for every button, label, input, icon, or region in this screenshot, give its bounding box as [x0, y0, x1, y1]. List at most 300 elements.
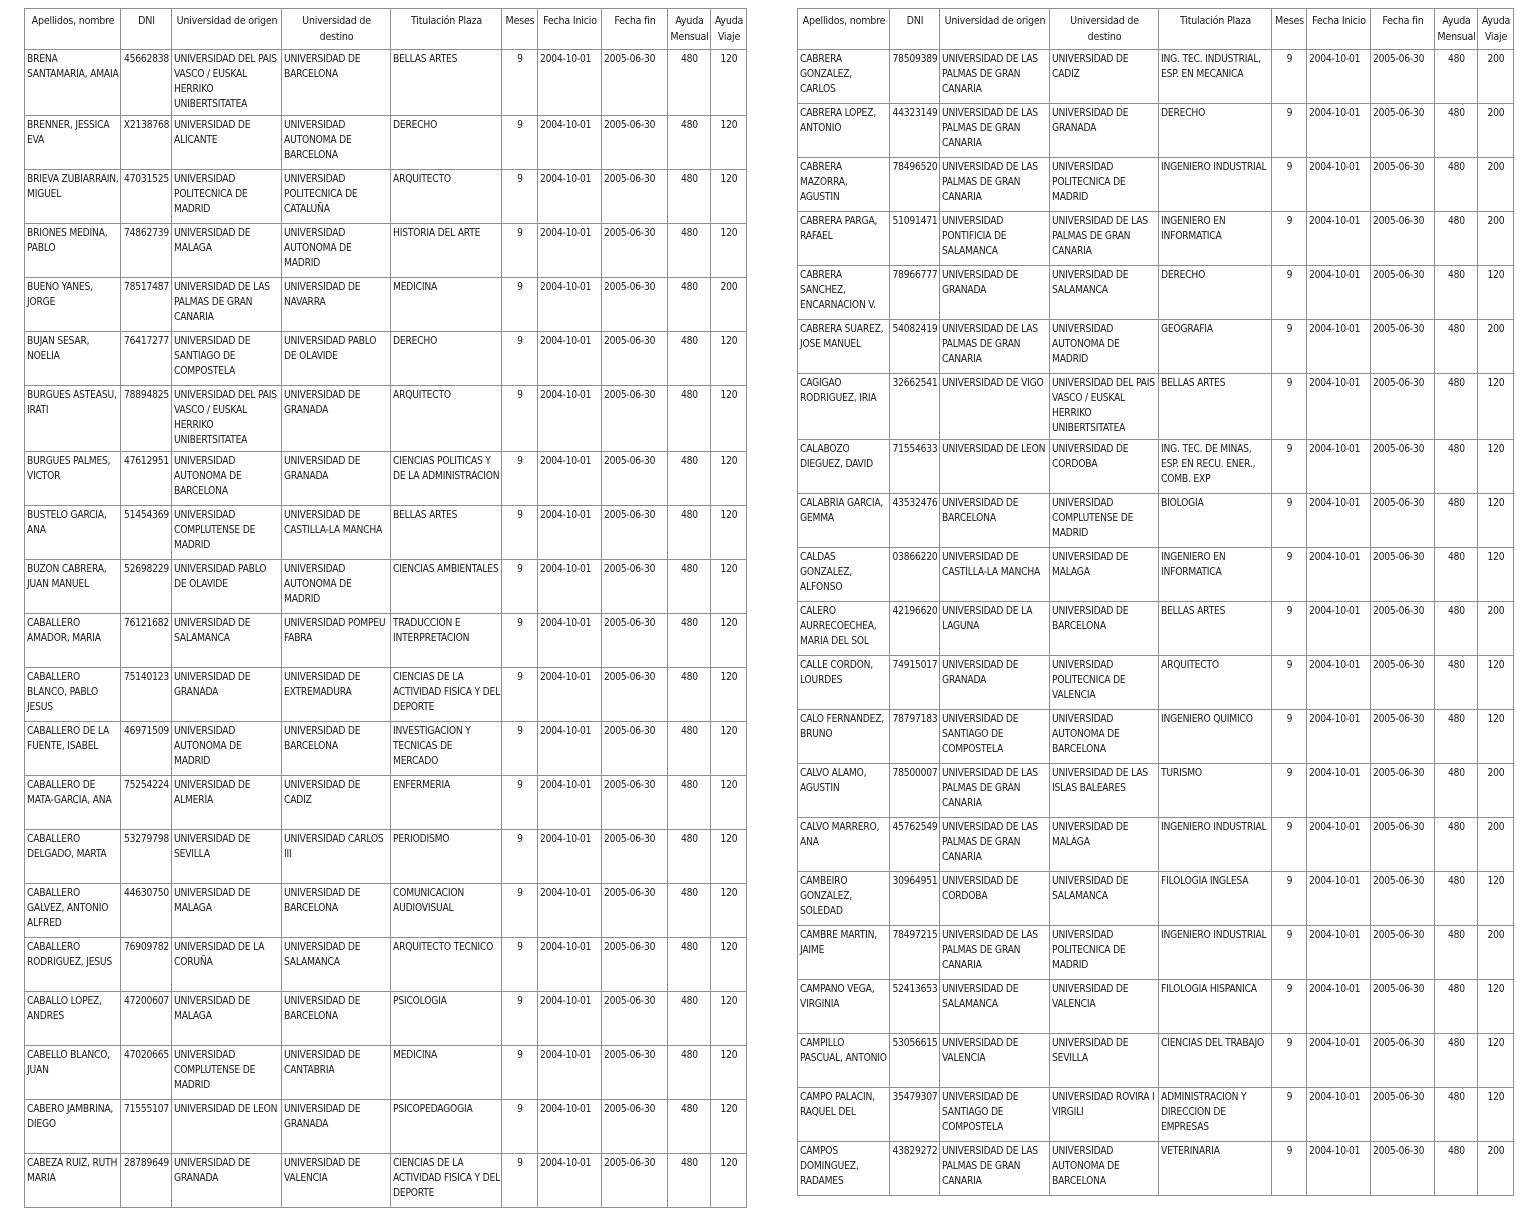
cell-start-date: 2004-10-01: [538, 332, 602, 386]
table-row: [798, 710, 1514, 764]
cell-travel-aid: 120: [711, 332, 747, 386]
cell-monthly-aid: 480: [1435, 374, 1478, 440]
cell-months: 9: [502, 50, 538, 116]
header-origin-university: Universidad de origen: [172, 9, 282, 50]
cell-travel-aid: 200: [1478, 1142, 1514, 1196]
cell-monthly-aid: 480: [1435, 320, 1478, 374]
cell-travel-aid: 120: [711, 116, 747, 170]
cell-name: CABALLERO DE LA FUENTE, ISABEL: [25, 722, 121, 776]
cell-end-date: 2005-06-30: [1371, 158, 1435, 212]
cell-monthly-aid: 480: [668, 1046, 711, 1100]
cell-months: 9: [502, 278, 538, 332]
table-row: [798, 1088, 1514, 1142]
cell-name: CABALLERO DELGADO, MARTA: [25, 830, 121, 884]
cell-degree: FILOLOGIA INGLESA: [1159, 872, 1272, 926]
cell-end-date: 2005-06-30: [602, 722, 668, 776]
cell-degree: ING. TEC. DE MINAS, ESP. EN RECU. ENER., COMB. EXP: [1159, 440, 1272, 494]
cell-dni: 45662838: [121, 50, 172, 116]
cell-degree: INGENIERO QUIMICO: [1159, 710, 1272, 764]
cell-degree: PERIODISMO: [391, 830, 502, 884]
cell-monthly-aid: 480: [668, 452, 711, 506]
cell-start-date: 2004-10-01: [1307, 374, 1371, 440]
cell-months: 9: [1272, 926, 1307, 980]
cell-months: 9: [502, 1046, 538, 1100]
cell-monthly-aid: 480: [1435, 872, 1478, 926]
cell-months: 9: [1272, 1034, 1307, 1088]
cell-destination-university: UNIVERSIDAD DE SEVILLA: [1050, 1034, 1159, 1088]
cell-end-date: 2005-06-30: [1371, 764, 1435, 818]
cell-start-date: 2004-10-01: [538, 722, 602, 776]
table-row: [25, 992, 747, 1046]
cell-name: CABRERA LOPEZ, ANTONIO: [798, 104, 890, 158]
cell-name: CABRERA GONZALEZ, CARLOS: [798, 50, 890, 104]
cell-months: 9: [502, 884, 538, 938]
table-row: [798, 1034, 1514, 1088]
cell-origin-university: UNIVERSIDAD DE LAS PALMAS DE GRAN CANARIA: [940, 1142, 1050, 1196]
cell-travel-aid: 200: [1478, 320, 1514, 374]
cell-origin-university: UNIVERSIDAD DE VIGO: [940, 374, 1050, 440]
cell-months: 9: [502, 722, 538, 776]
cell-destination-university: UNIVERSIDAD POLITECNICA DE CATALUÑA: [282, 170, 391, 224]
cell-travel-aid: 120: [1478, 1034, 1514, 1088]
grants-table-left: [24, 8, 747, 1208]
cell-start-date: 2004-10-01: [538, 992, 602, 1046]
cell-dni: 78966777: [890, 266, 940, 320]
header-start-date: Fecha Inicio: [1307, 9, 1371, 50]
cell-dni: 35479307: [890, 1088, 940, 1142]
cell-destination-university: UNIVERSIDAD DE GRANADA: [282, 1100, 391, 1154]
cell-monthly-aid: 480: [668, 506, 711, 560]
cell-origin-university: UNIVERSIDAD DE LAS PALMAS DE GRAN CANARIA: [940, 50, 1050, 104]
cell-start-date: 2004-10-01: [538, 884, 602, 938]
cell-destination-university: UNIVERSIDAD DE VALENCIA: [1050, 980, 1159, 1034]
cell-name: BUZON CABRERA, JUAN MANUEL: [25, 560, 121, 614]
header-degree: Titulación Plaza: [1159, 9, 1272, 50]
cell-start-date: 2004-10-01: [1307, 980, 1371, 1034]
cell-degree: TURISMO: [1159, 764, 1272, 818]
cell-destination-university: UNIVERSIDAD DE VALENCIA: [282, 1154, 391, 1208]
cell-name: CAMBRE MARTIN, JAIME: [798, 926, 890, 980]
cell-name: BRIEVA ZUBIARRAIN, MIGUEL: [25, 170, 121, 224]
cell-origin-university: UNIVERSIDAD DE GRANADA: [172, 668, 282, 722]
table-row: [25, 1154, 747, 1208]
cell-dni: 74915017: [890, 656, 940, 710]
cell-start-date: 2004-10-01: [538, 170, 602, 224]
cell-travel-aid: 120: [711, 722, 747, 776]
cell-travel-aid: 120: [711, 614, 747, 668]
table-row: [798, 872, 1514, 926]
cell-travel-aid: 200: [1478, 602, 1514, 656]
cell-degree: FILOLOGIA HISPANICA: [1159, 980, 1272, 1034]
cell-end-date: 2005-06-30: [602, 884, 668, 938]
cell-monthly-aid: 480: [668, 224, 711, 278]
cell-end-date: 2005-06-30: [602, 386, 668, 452]
cell-end-date: 2005-06-30: [1371, 1142, 1435, 1196]
cell-origin-university: UNIVERSIDAD DE LEON: [940, 440, 1050, 494]
cell-monthly-aid: 480: [1435, 212, 1478, 266]
cell-destination-university: UNIVERSIDAD COMPLUTENSE DE MADRID: [1050, 494, 1159, 548]
cell-degree: MEDICINA: [391, 1046, 502, 1100]
cell-name: CABRERA SUAREZ, JOSE MANUEL: [798, 320, 890, 374]
header-destination-university: Universidad de destino: [282, 9, 391, 50]
cell-end-date: 2005-06-30: [1371, 980, 1435, 1034]
cell-monthly-aid: 480: [1435, 1034, 1478, 1088]
header-row: [798, 9, 1514, 50]
header-travel-aid: Ayuda Viaje: [711, 9, 747, 50]
cell-destination-university: UNIVERSIDAD DE MALAGA: [1050, 818, 1159, 872]
cell-months: 9: [502, 116, 538, 170]
cell-name: CAMPILLO PASCUAL, ANTONIO: [798, 1034, 890, 1088]
table-row: [25, 506, 747, 560]
table-row: [25, 386, 747, 452]
cell-end-date: 2005-06-30: [1371, 926, 1435, 980]
cell-destination-university: UNIVERSIDAD ROVIRA I VIRGILI: [1050, 1088, 1159, 1142]
table-row: [25, 884, 747, 938]
cell-months: 9: [1272, 158, 1307, 212]
cell-origin-university: UNIVERSIDAD COMPLUTENSE DE MADRID: [172, 1046, 282, 1100]
cell-origin-university: UNIVERSIDAD AUTONOMA DE BARCELONA: [172, 452, 282, 506]
cell-dni: 44630750: [121, 884, 172, 938]
cell-start-date: 2004-10-01: [1307, 440, 1371, 494]
cell-months: 9: [1272, 50, 1307, 104]
cell-dni: 53279798: [121, 830, 172, 884]
cell-start-date: 2004-10-01: [538, 506, 602, 560]
cell-start-date: 2004-10-01: [538, 1046, 602, 1100]
cell-monthly-aid: 480: [1435, 980, 1478, 1034]
cell-destination-university: UNIVERSIDAD AUTONOMA DE BARCELONA: [1050, 1142, 1159, 1196]
cell-start-date: 2004-10-01: [1307, 602, 1371, 656]
table-row: [798, 104, 1514, 158]
cell-months: 9: [502, 386, 538, 452]
cell-name: CABRERA SANCHEZ, ENCARNACION V.: [798, 266, 890, 320]
cell-degree: VETERINARIA: [1159, 1142, 1272, 1196]
cell-degree: CIENCIAS DE LA ACTIVIDAD FISICA Y DEL DEPORTE: [391, 1154, 502, 1208]
cell-end-date: 2005-06-30: [602, 116, 668, 170]
cell-months: 9: [502, 776, 538, 830]
cell-travel-aid: 120: [1478, 872, 1514, 926]
cell-monthly-aid: 480: [668, 116, 711, 170]
cell-origin-university: UNIVERSIDAD PABLO DE OLAVIDE: [172, 560, 282, 614]
cell-name: CALABRIA GARCIA, GEMMA: [798, 494, 890, 548]
cell-degree: INGENIERO INDUSTRIAL: [1159, 158, 1272, 212]
cell-months: 9: [502, 830, 538, 884]
cell-name: CALLE CORDON, LOURDES: [798, 656, 890, 710]
cell-monthly-aid: 480: [1435, 1088, 1478, 1142]
cell-origin-university: UNIVERSIDAD AUTONOMA DE MADRID: [172, 722, 282, 776]
cell-months: 9: [1272, 764, 1307, 818]
cell-travel-aid: 120: [711, 1100, 747, 1154]
cell-start-date: 2004-10-01: [538, 278, 602, 332]
table-row: [25, 614, 747, 668]
cell-destination-university: UNIVERSIDAD DE GRANADA: [1050, 104, 1159, 158]
cell-degree: INGENIERO INDUSTRIAL: [1159, 926, 1272, 980]
cell-origin-university: UNIVERSIDAD DE SEVILLA: [172, 830, 282, 884]
cell-monthly-aid: 480: [1435, 440, 1478, 494]
table-row: [25, 332, 747, 386]
cell-dni: 78517487: [121, 278, 172, 332]
table-row: [25, 668, 747, 722]
cell-months: 9: [502, 560, 538, 614]
header-months: Meses: [502, 9, 538, 50]
cell-monthly-aid: 480: [668, 668, 711, 722]
header-end-date: Fecha fin: [602, 9, 668, 50]
cell-months: 9: [502, 332, 538, 386]
cell-destination-university: UNIVERSIDAD AUTONOMA DE MADRID: [1050, 320, 1159, 374]
cell-origin-university: UNIVERSIDAD DE LA LAGUNA: [940, 602, 1050, 656]
cell-name: CALVO ALAMO, AGUSTIN: [798, 764, 890, 818]
cell-origin-university: UNIVERSIDAD DE SANTIAGO DE COMPOSTELA: [172, 332, 282, 386]
cell-months: 9: [1272, 440, 1307, 494]
cell-end-date: 2005-06-30: [602, 1100, 668, 1154]
cell-name: BURGUES PALMES, VICTOR: [25, 452, 121, 506]
cell-dni: 47031525: [121, 170, 172, 224]
cell-degree: DERECHO: [391, 116, 502, 170]
cell-degree: INVESTIGACION Y TECNICAS DE MERCADO: [391, 722, 502, 776]
header-months: Meses: [1272, 9, 1307, 50]
cell-start-date: 2004-10-01: [538, 668, 602, 722]
table-row: [798, 320, 1514, 374]
cell-degree: BELLAS ARTES: [1159, 374, 1272, 440]
cell-name: CABALLERO GALVEZ, ANTONIO ALFRED: [25, 884, 121, 938]
cell-months: 9: [1272, 104, 1307, 158]
header-travel-aid: Ayuda Viaje: [1478, 9, 1514, 50]
cell-end-date: 2005-06-30: [1371, 440, 1435, 494]
cell-end-date: 2005-06-30: [1371, 548, 1435, 602]
cell-months: 9: [502, 992, 538, 1046]
cell-destination-university: UNIVERSIDAD POLITECNICA DE VALENCIA: [1050, 656, 1159, 710]
cell-monthly-aid: 480: [1435, 602, 1478, 656]
cell-name: BRENA SANTAMARIA, AMAIA: [25, 50, 121, 116]
cell-start-date: 2004-10-01: [1307, 548, 1371, 602]
table-row: [25, 278, 747, 332]
cell-start-date: 2004-10-01: [538, 386, 602, 452]
table-body: [25, 50, 747, 1208]
cell-start-date: 2004-10-01: [538, 50, 602, 116]
cell-end-date: 2005-06-30: [602, 1154, 668, 1208]
table-row: [798, 50, 1514, 104]
cell-end-date: 2005-06-30: [1371, 50, 1435, 104]
cell-origin-university: UNIVERSIDAD DE SALAMANCA: [172, 614, 282, 668]
cell-name: BRENNER, JESSICA EVA: [25, 116, 121, 170]
table-row: [25, 50, 747, 116]
cell-dni: 51454369: [121, 506, 172, 560]
cell-travel-aid: 120: [711, 1046, 747, 1100]
table-row: [798, 602, 1514, 656]
cell-travel-aid: 120: [711, 1154, 747, 1208]
cell-monthly-aid: 480: [668, 560, 711, 614]
table-row: [25, 170, 747, 224]
cell-end-date: 2005-06-30: [602, 50, 668, 116]
cell-destination-university: UNIVERSIDAD AUTONOMA DE BARCELONA: [282, 116, 391, 170]
cell-destination-university: UNIVERSIDAD DE MALAGA: [1050, 548, 1159, 602]
cell-months: 9: [1272, 1088, 1307, 1142]
table-row: [25, 116, 747, 170]
cell-destination-university: UNIVERSIDAD DE GRANADA: [282, 386, 391, 452]
cell-monthly-aid: 480: [1435, 494, 1478, 548]
cell-monthly-aid: 480: [1435, 764, 1478, 818]
cell-dni: 03866220: [890, 548, 940, 602]
cell-travel-aid: 120: [1478, 374, 1514, 440]
cell-travel-aid: 200: [1478, 818, 1514, 872]
cell-start-date: 2004-10-01: [538, 560, 602, 614]
cell-travel-aid: 120: [711, 884, 747, 938]
table-row: [25, 1100, 747, 1154]
cell-origin-university: UNIVERSIDAD DE SANTIAGO DE COMPOSTELA: [940, 1088, 1050, 1142]
cell-destination-university: UNIVERSIDAD DE BARCELONA: [1050, 602, 1159, 656]
cell-months: 9: [502, 452, 538, 506]
table-row: [798, 440, 1514, 494]
cell-end-date: 2005-06-30: [1371, 872, 1435, 926]
cell-destination-university: UNIVERSIDAD POMPEU FABRA: [282, 614, 391, 668]
cell-travel-aid: 120: [711, 452, 747, 506]
cell-end-date: 2005-06-30: [602, 938, 668, 992]
cell-start-date: 2004-10-01: [1307, 1142, 1371, 1196]
cell-end-date: 2005-06-30: [602, 992, 668, 1046]
cell-origin-university: UNIVERSIDAD DE LAS PALMAS DE GRAN CANARIA: [940, 926, 1050, 980]
cell-origin-university: UNIVERSIDAD PONTIFICIA DE SALAMANCA: [940, 212, 1050, 266]
cell-months: 9: [502, 506, 538, 560]
cell-dni: 78497215: [890, 926, 940, 980]
cell-origin-university: UNIVERSIDAD DE LAS PALMAS DE GRAN CANARIA: [940, 320, 1050, 374]
cell-months: 9: [1272, 818, 1307, 872]
cell-destination-university: UNIVERSIDAD DE SALAMANCA: [1050, 872, 1159, 926]
grants-table-right: [797, 8, 1514, 1196]
cell-origin-university: UNIVERSIDAD DE GRANADA: [940, 656, 1050, 710]
table-row: [25, 560, 747, 614]
cell-name: CABEZA RUIZ, RUTH MARIA: [25, 1154, 121, 1208]
cell-monthly-aid: 480: [668, 278, 711, 332]
cell-monthly-aid: 480: [1435, 548, 1478, 602]
table-row: [798, 374, 1514, 440]
cell-name: CALVO MARRERO, ANA: [798, 818, 890, 872]
cell-origin-university: UNIVERSIDAD DE BARCELONA: [940, 494, 1050, 548]
cell-dni: 78894825: [121, 386, 172, 452]
cell-dni: 54082419: [890, 320, 940, 374]
cell-monthly-aid: 480: [668, 170, 711, 224]
cell-travel-aid: 120: [711, 170, 747, 224]
cell-destination-university: UNIVERSIDAD DE CORDOBA: [1050, 440, 1159, 494]
cell-origin-university: UNIVERSIDAD DE CORDOBA: [940, 872, 1050, 926]
cell-start-date: 2004-10-01: [538, 614, 602, 668]
table-row: [798, 494, 1514, 548]
cell-monthly-aid: 480: [668, 614, 711, 668]
cell-start-date: 2004-10-01: [1307, 320, 1371, 374]
cell-start-date: 2004-10-01: [538, 224, 602, 278]
cell-origin-university: UNIVERSIDAD DE LAS PALMAS DE GRAN CANARIA: [172, 278, 282, 332]
cell-monthly-aid: 480: [1435, 926, 1478, 980]
cell-degree: PSICOLOGIA: [391, 992, 502, 1046]
cell-end-date: 2005-06-30: [602, 776, 668, 830]
cell-destination-university: UNIVERSIDAD AUTONOMA DE BARCELONA: [1050, 710, 1159, 764]
table-row: [798, 212, 1514, 266]
cell-origin-university: UNIVERSIDAD DE GRANADA: [940, 266, 1050, 320]
cell-name: BURGUES ASTEASU, IRATI: [25, 386, 121, 452]
table-row: [25, 1046, 747, 1100]
cell-start-date: 2004-10-01: [1307, 1088, 1371, 1142]
cell-name: CALERO AURRECOECHEA, MARIA DEL SOL: [798, 602, 890, 656]
cell-name: CABALLERO RODRIGUEZ, JESUS: [25, 938, 121, 992]
cell-start-date: 2004-10-01: [538, 938, 602, 992]
cell-travel-aid: 120: [711, 560, 747, 614]
cell-monthly-aid: 480: [1435, 656, 1478, 710]
cell-months: 9: [1272, 320, 1307, 374]
cell-degree: MEDICINA: [391, 278, 502, 332]
cell-destination-university: UNIVERSIDAD AUTONOMA DE MADRID: [282, 224, 391, 278]
cell-dni: 71555107: [121, 1100, 172, 1154]
cell-dni: 75254224: [121, 776, 172, 830]
cell-dni: 71554633: [890, 440, 940, 494]
cell-destination-university: UNIVERSIDAD PABLO DE OLAVIDE: [282, 332, 391, 386]
cell-travel-aid: 200: [1478, 212, 1514, 266]
cell-origin-university: UNIVERSIDAD DEL PAIS VASCO / EUSKAL HERRIKO UNIBERTSITATEA: [172, 50, 282, 116]
cell-dni: 46971509: [121, 722, 172, 776]
cell-end-date: 2005-06-30: [602, 1046, 668, 1100]
cell-months: 9: [502, 170, 538, 224]
cell-end-date: 2005-06-30: [1371, 320, 1435, 374]
cell-degree: DERECHO: [1159, 104, 1272, 158]
cell-dni: 47020665: [121, 1046, 172, 1100]
cell-dni: 47612951: [121, 452, 172, 506]
cell-monthly-aid: 480: [668, 992, 711, 1046]
cell-dni: 45762549: [890, 818, 940, 872]
cell-travel-aid: 200: [1478, 158, 1514, 212]
cell-destination-university: UNIVERSIDAD DE SALAMANCA: [1050, 266, 1159, 320]
cell-travel-aid: 120: [1478, 1088, 1514, 1142]
cell-monthly-aid: 480: [668, 884, 711, 938]
cell-destination-university: UNIVERSIDAD DE BARCELONA: [282, 50, 391, 116]
cell-origin-university: UNIVERSIDAD DE LAS PALMAS DE GRAN CANARIA: [940, 158, 1050, 212]
cell-end-date: 2005-06-30: [602, 830, 668, 884]
cell-travel-aid: 120: [711, 506, 747, 560]
cell-dni: 32662541: [890, 374, 940, 440]
table-row: [798, 266, 1514, 320]
cell-travel-aid: 120: [1478, 440, 1514, 494]
cell-travel-aid: 120: [711, 224, 747, 278]
cell-travel-aid: 120: [1478, 494, 1514, 548]
cell-monthly-aid: 480: [668, 50, 711, 116]
cell-name: CALO FERNANDEZ, BRUNO: [798, 710, 890, 764]
cell-end-date: 2005-06-30: [602, 170, 668, 224]
table-row: [25, 722, 747, 776]
cell-start-date: 2004-10-01: [1307, 104, 1371, 158]
cell-end-date: 2005-06-30: [602, 560, 668, 614]
cell-name: CABRERA PARGA, RAFAEL: [798, 212, 890, 266]
cell-dni: 78500007: [890, 764, 940, 818]
cell-destination-university: UNIVERSIDAD CARLOS III: [282, 830, 391, 884]
cell-dni: 74862739: [121, 224, 172, 278]
cell-dni: 51091471: [890, 212, 940, 266]
cell-months: 9: [1272, 872, 1307, 926]
cell-degree: BELLAS ARTES: [391, 506, 502, 560]
cell-monthly-aid: 480: [1435, 266, 1478, 320]
cell-degree: INGENIERO EN INFORMATICA: [1159, 548, 1272, 602]
cell-dni: 42196620: [890, 602, 940, 656]
cell-name: BUENO YANES, JORGE: [25, 278, 121, 332]
cell-end-date: 2005-06-30: [602, 278, 668, 332]
cell-months: 9: [1272, 494, 1307, 548]
cell-start-date: 2004-10-01: [1307, 50, 1371, 104]
cell-travel-aid: 200: [1478, 926, 1514, 980]
cell-start-date: 2004-10-01: [1307, 1034, 1371, 1088]
cell-dni: X2138768: [121, 116, 172, 170]
table-row: [25, 938, 747, 992]
cell-end-date: 2005-06-30: [1371, 710, 1435, 764]
cell-travel-aid: 200: [1478, 764, 1514, 818]
cell-degree: PSICOPEDAGOGIA: [391, 1100, 502, 1154]
cell-start-date: 2004-10-01: [1307, 266, 1371, 320]
cell-origin-university: UNIVERSIDAD DE LAS PALMAS DE GRAN CANARIA: [940, 764, 1050, 818]
cell-degree: ADMINISTRACION Y DIRECCION DE EMPRESAS: [1159, 1088, 1272, 1142]
